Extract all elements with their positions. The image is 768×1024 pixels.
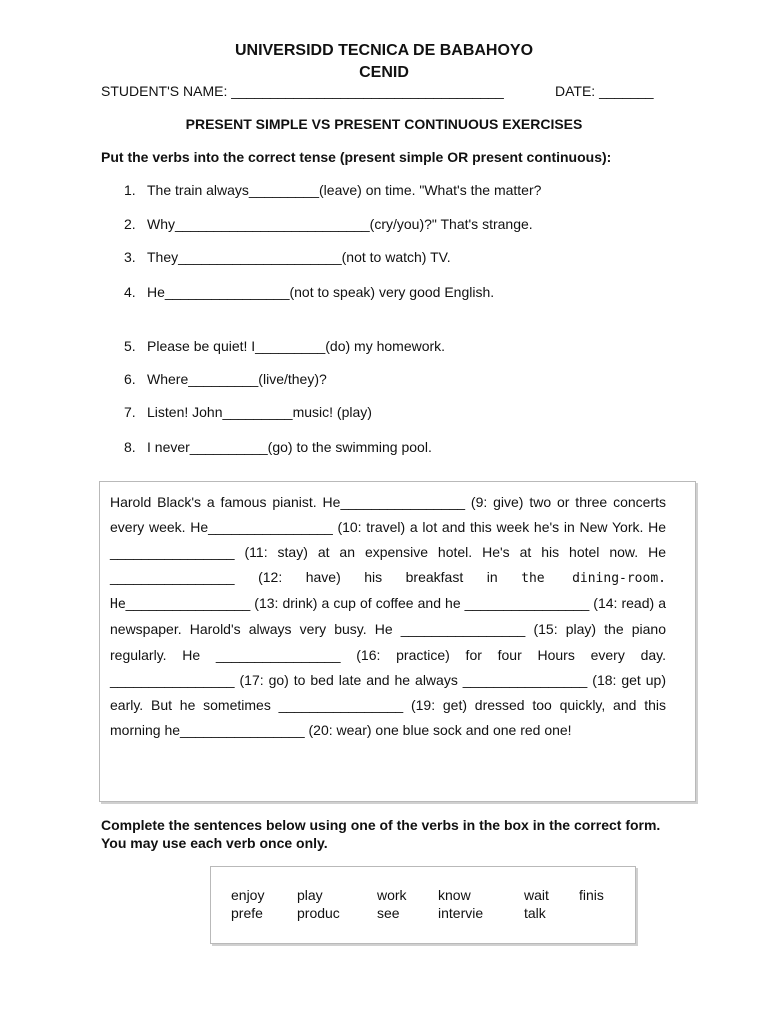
exercise-number: 1.	[124, 182, 136, 198]
exercise-text: Please be quiet! I_________(do) my homework.	[147, 338, 446, 354]
exercise-number: 3.	[124, 249, 136, 265]
student-name-field: STUDENT'S NAME: ___________________________________	[101, 83, 504, 99]
passage-part-1: Harold Black's a famous pianist. He________________ (9: give) two or three concerts every week. He________________ (10: travel) a lot and this week he's in New York. He ________________ (11: stay) at an expensive hotel. He's at his hotel now. He ________________ (12: have) his breakfast in	[110, 494, 666, 586]
unit-title: CENID	[359, 64, 409, 81]
exercise-text: He________________(not to speak) very good English.	[147, 284, 495, 300]
instruction-2-text: Complete the sentences below using one of the verbs in the box in the correct form. You may use each verb once only.	[101, 817, 661, 851]
exercise-number: 8.	[124, 439, 136, 455]
exercise-text: Where_________(live/they)?	[147, 371, 327, 387]
verb-word: enjoy	[231, 887, 265, 903]
passage-box	[99, 481, 696, 802]
exercise-text: I never__________(go) to the swimming pool.	[147, 439, 432, 455]
exercise-number: 4.	[124, 284, 136, 300]
verb-word: work	[377, 887, 407, 903]
exercise-item	[124, 338, 445, 354]
verb-word: intervie	[438, 905, 484, 921]
exercise-item	[124, 182, 541, 198]
verb-word: produc	[297, 905, 340, 921]
date-field: DATE: _______	[555, 83, 654, 99]
exercise-text: Listen! John_________music! (play)	[147, 404, 372, 420]
exercise-item	[124, 439, 432, 455]
passage-text	[110, 490, 666, 743]
verb-word: talk	[524, 905, 546, 921]
exercise-number: 5.	[124, 338, 136, 354]
verb-word: finis	[579, 887, 604, 903]
exercise-number: 2.	[124, 216, 136, 232]
passage-part-2: the dining-room. He	[110, 571, 666, 613]
exercise-item	[124, 216, 533, 232]
verb-word: wait	[524, 887, 549, 903]
instruction-text: Put the verbs into the correct tense (present simple OR present continuous):	[101, 149, 612, 165]
exercise-number: 7.	[124, 404, 136, 420]
verb-box	[210, 866, 636, 944]
verb-word: see	[377, 905, 400, 921]
exercise-text: They_____________________(not to watch) TV.	[147, 249, 451, 265]
university-title: UNIVERSIDD TECNICA DE BABAHOYO	[234, 42, 534, 59]
exercise-heading: PRESENT SIMPLE VS PRESENT CONTINUOUS EXERCISES	[185, 116, 583, 132]
exercise-number: 6.	[124, 371, 136, 387]
verb-word: prefe	[231, 905, 263, 921]
exercise-item	[124, 371, 327, 387]
exercise-text: The train always_________(leave) on time. "What's the matter?	[147, 182, 542, 198]
verb-word: play	[297, 887, 323, 903]
exercise-item	[124, 249, 451, 265]
exercise-item	[124, 284, 494, 300]
verb-word: know	[438, 887, 471, 903]
passage-part-3: ________________ (13: drink) a cup of coffee and he ________________ (14: read) a newspaper. Harold's always very busy. He ________________ (15: play) the piano regularly. He ________________ (16: practice) for four Hours every day. ________________ (17: go) to bed late and he always ________________ (18: get up) early. But he sometimes ________________ (19: get) dressed too quickly, and this morning he________________ (20: wear) one blue sock and one red one!	[110, 595, 666, 738]
exercise-text: Why_________________________(cry/you)?" That's strange.	[147, 216, 533, 232]
exercise-item	[124, 404, 372, 420]
